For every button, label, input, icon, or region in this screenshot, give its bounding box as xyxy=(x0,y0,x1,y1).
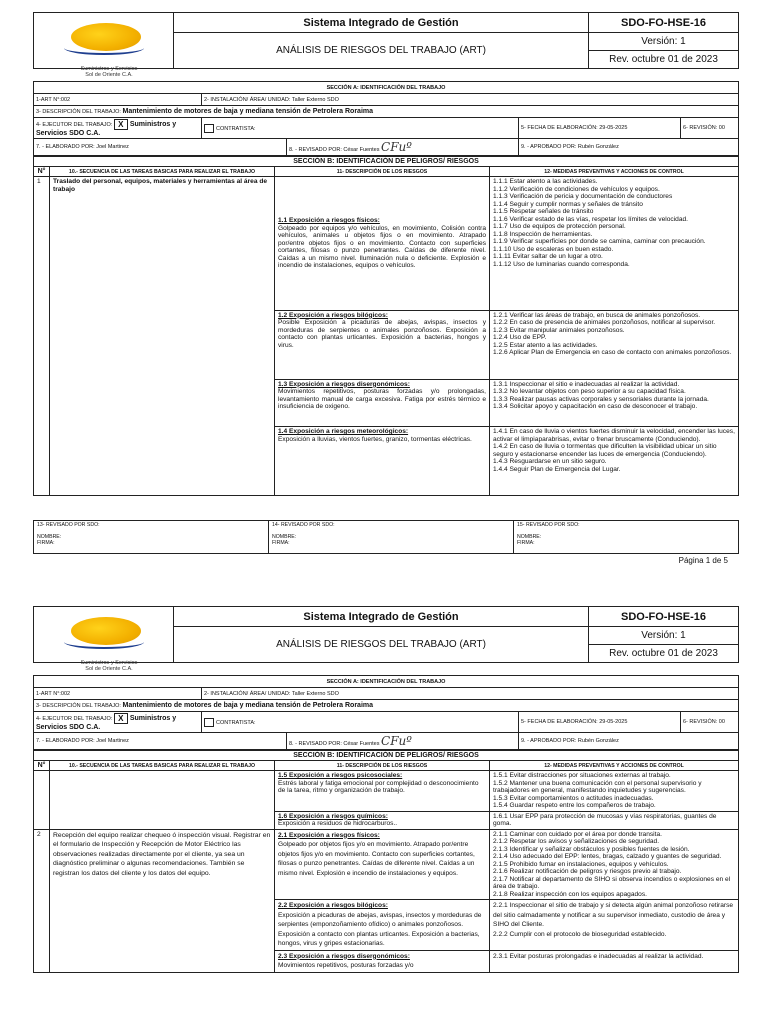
measure-item: 1.1.8 Inspección de herramientas. xyxy=(493,230,593,238)
measure-item: 1.1.11 Evitar saltar de un lugar a otro. xyxy=(493,253,603,260)
executor-checkbox: X xyxy=(114,713,128,724)
document-page-2 xyxy=(33,606,738,973)
measures-list xyxy=(490,900,739,951)
page-number: Página 1 de 5 xyxy=(678,556,728,565)
handwritten-signature: CFuº xyxy=(381,734,412,748)
header-table xyxy=(33,606,739,672)
measures-list xyxy=(490,427,739,496)
measure-item: 2.1.4 Uso adecuado del EPP: lentes, bragas, calzado y guantes de seguridad. xyxy=(493,853,722,860)
contractor-checkbox xyxy=(204,718,214,727)
elaborated-by: 7. - ELABORADO POR: Joel Martinez xyxy=(34,733,287,750)
measure-item: 1.1.6 Verificar estado de las vías, respetar los límites de velocidad. xyxy=(493,215,688,223)
task-number: 2 xyxy=(34,829,50,972)
col-measures: 12- MEDIDAS PREVENTIVAS Y ACCIONES DE CONTROL xyxy=(490,761,739,771)
section-a-title: SECCIÓN A: IDENTIFICACIÓN DEL TRABAJO xyxy=(34,82,739,94)
art-number: 1-ART N°:002 xyxy=(34,688,202,700)
risk-item: 2.3 Exposición a riesgos disergonómicos: Movimientos repetitivos, posturas forzadas y/o xyxy=(275,950,490,972)
doc-version: Versión: 1 xyxy=(589,33,739,51)
revision-number: 6- REVISIÓN: 00 xyxy=(681,118,739,139)
measure-item: 1.4.4 Seguir Plan de Emergencia del Lugar. xyxy=(493,465,621,473)
risk-item: 2.1 Exposición a riesgos físicos: Golpeado por objetos fijos y/o en movimiento. Atrapado por/entre objetos fijos y/o en movimiento. Contacto con superficies cortantes, filosas o punzo penetrantes. Caídas de diferente nivel. Caídas a un mismo nivel. Explosión e incendio de instalaciones y equipos. xyxy=(275,829,490,900)
risk-item: 1.1 Exposición a riesgos físicos: Golpeado por equipos y/o vehículos, en movimiento, Colisión contra vehículos, animales u objetos fijos o en movimiento. Atrapado por/entre objetos fijos o en movimiento. Contacto con superficies cortantes, filosas o punzo penetrantes. Caídas de diferente nivel. Caídas a un mismo nivel. Iluminación nula o deficiente. Explosión e incendio de instalaciones, equipos o vehículos. xyxy=(275,177,490,311)
art-number: 1-ART N°:002 xyxy=(34,94,202,106)
company-logo: Suministros y Servicios Sol de Oriente C.A. xyxy=(34,13,174,69)
doc-title: ANÁLISIS DE RIESGOS DEL TRABAJO (ART) xyxy=(174,33,589,69)
measures-list xyxy=(490,811,739,829)
measure-item: 2.1.8 Realizar inspección con los equipos apagados. xyxy=(493,890,647,898)
measure-item: 1.3.4 Solicitar apoyo y capacitación en caso de desconocer el trabajo. xyxy=(493,403,698,411)
task-description: Traslado del personal, equipos, materiales y herramientas al área de trabajo xyxy=(50,177,275,496)
col-number: N° xyxy=(34,167,50,177)
measure-item: 2.2.1 Inspeccionar el sitio de trabajo y si detecta algún animal ponzoñoso retirarse del sitio calmadamente y notificar a su supervisor inmediato, custodio de área y SIHO del Cliente. xyxy=(493,902,734,928)
contractor-field: CONTRATISTA: xyxy=(202,712,519,733)
document-page-1 xyxy=(33,12,738,496)
section-b-title: SECCIÓN B: IDENTIFICACIÓN DE PELIGROS/ RIESGOS xyxy=(34,751,739,761)
measure-item: 2.2.2 Cumplir con el protocolo de bioseguridad establecido. xyxy=(493,930,667,938)
measure-item: 1.2.2 En caso de presencia de animales ponzoñosos, notificar al supervisor. xyxy=(493,319,716,327)
measure-item: 1.5.1 Evitar distracciones por situaciones externas al trabajo. xyxy=(493,772,671,779)
measure-item: 2.3.1 Evitar posturas prolongadas e inadecuadas al realizar la actividad. xyxy=(493,952,704,960)
installation: 2- INSTALACIÓN/ ÁREA/ UNIDAD: Taller Externo SDO xyxy=(202,94,739,106)
section-a-table xyxy=(33,81,739,156)
section-b-table xyxy=(33,156,739,496)
measure-item: 1.1.10 Uso de escaleras en buen estado. xyxy=(493,245,614,253)
section-b-table xyxy=(33,750,739,973)
doc-code: SDO-FO-HSE-16 xyxy=(589,607,739,627)
measure-item: 1.4.3 Resguardarse en un sitio seguro. xyxy=(493,458,607,465)
executor-field: 4- EJECUTOR DEL TRABAJO: X Suministros y Servicios SDO C.A. xyxy=(34,712,202,733)
review-block-15: 15- REVISADO POR SDO: NOMBRE: FIRMA: xyxy=(514,521,739,554)
measures-list xyxy=(490,771,739,812)
executor-field: 4- EJECUTOR DEL TRABAJO: X Suministros y Servicios SDO C.A. xyxy=(34,118,202,139)
measure-item: 1.1.3 Verificación de pericia y documentación de conductores xyxy=(493,193,673,200)
measures-list xyxy=(490,379,739,426)
measure-item: 1.2.6 Aplicar Plan de Emergencia en caso de contacto con animales ponzoñosos. xyxy=(493,349,732,357)
measures-list xyxy=(490,950,739,972)
contractor-checkbox xyxy=(204,124,214,133)
measure-item: 1.1.12 Uso de luminarias cuando corresponda. xyxy=(493,260,630,268)
measures-list xyxy=(490,177,739,311)
risk-item: 1.6 Exposición a riesgos químicos: Exposición a residuos de hidrocarburos.. xyxy=(275,811,490,829)
measure-item: 1.5.4 Guardar respeto entre los compañeros de trabajo. xyxy=(493,802,656,809)
measure-item: 1.3.3 Realizar pausas activas corporales y sensoriales durante la jornada. xyxy=(493,395,709,403)
executor-checkbox: X xyxy=(114,119,128,130)
risk-item: 1.4 Exposición a riesgos meteorológicos: Exposición a lluvias, vientos fuertes, granizo, tormentas eléctricas. xyxy=(275,427,490,496)
col-number: N° xyxy=(34,761,50,771)
job-description: 3- DESCRIPCIÓN DEL TRABAJO: Mantenimiento de motores de baja y mediana tensión de Petrolera Roraima xyxy=(34,700,739,712)
elaboration-date: 5- FECHA DE ELABORACIÓN: 29-05-2025 xyxy=(519,712,681,733)
measure-item: 1.5.2 Mantener una buena comunicación con el personal supervisorio y trabajadores en general, manifestando inquietudes y sugerencias. xyxy=(493,779,702,794)
doc-code: SDO-FO-HSE-16 xyxy=(589,13,739,33)
handwritten-signature: CFuº xyxy=(381,140,412,154)
header-table xyxy=(33,12,739,78)
measures-list xyxy=(490,829,739,900)
measure-item: 1.2.3 Evitar manipular animales ponzoñosos. xyxy=(493,326,625,334)
risk-item: 2.2 Exposición a riesgos bilógicos: Exposición a picaduras de abejas, avispas, insectos y mordeduras de serpientes (emponzoñamiento ofídico) o animales ponzoñosos. Exposición a contacto con plantas urticantes. Exposición a bacterias, hongos, virus y gripes estacionarias. xyxy=(275,900,490,951)
measure-item: 1.3.1 Inspeccionar el sitio e inadecuadas al realizar la actividad. xyxy=(493,380,680,388)
measure-item: 1.1.2 Verificación de condiciones de vehículos y equipos. xyxy=(493,185,660,193)
measure-item: 2.1.1 Caminar con cuidado por el área por donde transita. xyxy=(493,830,662,838)
task-description: Recepción del equipo realizar chequeo ó inspección visual. Registrar en el formulario de Inspección y Recepción de Motor Eléctrico las observaciones realizadas directamente por el cliente, ya sea un diagnóstico preliminar o algunas recomendaciones. También se registran los datos del cliente y los datos del equipo. xyxy=(50,829,275,972)
system-name: Sistema Integrado de Gestión xyxy=(174,607,589,627)
measure-item: 1.4.2 En caso de lluvia o tormentas que dificulten la visibilidad ubicar un sitio seguro y estacionarse encender las luces de emergencia (Conduciendo). xyxy=(493,443,717,458)
measure-item: 1.1.5 Respetar señales de tránsito xyxy=(493,208,594,215)
measure-item: 2.1.5 Prohibido fumar en instalaciones, equipos y vehículos. xyxy=(493,860,669,868)
doc-revision: Rev. octubre 01 de 2023 xyxy=(589,51,739,69)
measures-list xyxy=(490,310,739,379)
measure-item: 1.1.7 Uso de equipos de protección personal. xyxy=(493,223,626,230)
col-sequence: 10.- SECUENCIA DE LAS TAREAS BASICAS PARA REALIZAR EL TRABAJO xyxy=(50,167,275,177)
section-b-title: SECCIÓN B: IDENTIFICACIÓN DE PELIGROS/ RIESGOS xyxy=(34,157,739,167)
col-risks: 11- DESCRIPCIÓN DE LOS RIESGOS xyxy=(275,167,490,177)
measure-item: 1.2.4 Uso de EPP. xyxy=(493,334,547,342)
review-block-14: 14- REVISADO POR SDO: NOMBRE: FIRMA: xyxy=(269,521,514,554)
measure-item: 2.1.7 Notificar al departamento de SIHO si observa incendios o explosiones en el área de trabajo. xyxy=(493,875,731,890)
measure-item: 1.5.3 Evitar comportamientos o actitudes inadecuadas. xyxy=(493,794,654,802)
col-risks: 11- DESCRIPCIÓN DE LOS RIESGOS xyxy=(275,761,490,771)
risk-item: 1.5 Exposición a riesgos psicosociales: Estrés laboral y fatiga emocional por complejidad o desconocimiento de la tarea, ritmo y organización de trabajo. xyxy=(275,771,490,812)
measure-item: 1.1.4 Seguir y cumplir normas y señales de tránsito xyxy=(493,200,643,208)
measure-item: 1.2.1 Verificar las áreas de trabajo, en busca de animales ponzoñosos. xyxy=(493,311,701,319)
section-a-title: SECCIÓN A: IDENTIFICACIÓN DEL TRABAJO xyxy=(34,676,739,688)
col-measures: 12- MEDIDAS PREVENTIVAS Y ACCIONES DE CONTROL xyxy=(490,167,739,177)
installation: 2- INSTALACIÓN/ ÁREA/ UNIDAD: Taller Externo SDO xyxy=(202,688,739,700)
doc-version: Versión: 1 xyxy=(589,627,739,645)
system-name: Sistema Integrado de Gestión xyxy=(174,13,589,33)
job-description: 3- DESCRIPCIÓN DEL TRABAJO: Mantenimiento de motores de baja y mediana tensión de Petrolera Roraima xyxy=(34,106,739,118)
measure-item: 1.4.1 En caso de lluvia o vientos fuertes disminuir la velocidad, encender las luces, activar el limpiaparabrisas, evitar o frenar bruscamente (Conduciendo). xyxy=(493,428,735,443)
doc-revision: Rev. octubre 01 de 2023 xyxy=(589,645,739,663)
task-number: 1 xyxy=(34,177,50,496)
review-block-13: 13- REVISADO POR SDO: NOMBRE: FIRMA: xyxy=(34,521,269,554)
section-a-table xyxy=(33,675,739,750)
company-logo: Suministros y Servicios Sol de Oriente C.A. xyxy=(34,607,174,663)
measure-item: 1.1.1 Estar atento a las actividades. xyxy=(493,178,598,185)
risk-item: 1.2 Exposición a riesgos bilógicos: Posible Exposición a picaduras de abejas, avispas, insectos y mordeduras de serpientes o animales ponzoñosos. Exposición a contacto con plantas urticantes. Exposición a bacterias, hongos y virus. xyxy=(275,310,490,379)
measure-item: 1.6.1 Usar EPP para protección de mucosas y vías respiratorias, guantes de goma. xyxy=(493,812,717,827)
col-sequence: 10.- SECUENCIA DE LAS TAREAS BASICAS PARA REALIZAR EL TRABAJO xyxy=(50,761,275,771)
measure-item: 2.1.2 Respetar los avisos y señalizaciones de seguridad. xyxy=(493,838,660,845)
reviewed-by: 8. - REVISADO POR: César Fuentes CFuº xyxy=(287,733,519,750)
measure-item: 2.1.3 Identificar y señalizar obstáculos y posibles fuentes de lesión. xyxy=(493,845,690,853)
revision-number: 6- REVISIÓN: 00 xyxy=(681,712,739,733)
measure-item: 1.1.9 Verificar superficies por donde se camina, caminar con precaución. xyxy=(493,238,706,245)
approved-by: 9. - APROBADO POR: Rubén González xyxy=(519,139,739,156)
measure-item: 1.3.2 No levantar objetos con peso superior a su capacidad física. xyxy=(493,388,686,396)
reviewed-by: 8. - REVISADO POR: César Fuentes CFuº xyxy=(287,139,519,156)
review-footer xyxy=(33,520,738,554)
measure-item: 1.2.5 Estar atento a las actividades. xyxy=(493,341,598,349)
risk-item: 1.3 Exposición a riesgos disergonómicos: Movimientos repetitivos, posturas forzadas y/o prolongadas, levantamiento manual de carga excesiva. Fatiga por estrés térmico e insuficiencia de oxigeno. xyxy=(275,379,490,426)
contractor-field: CONTRATISTA: xyxy=(202,118,519,139)
approved-by: 9. - APROBADO POR: Rubén González xyxy=(519,733,739,750)
elaborated-by: 7. - ELABORADO POR: Joel Martinez xyxy=(34,139,287,156)
doc-title: ANÁLISIS DE RIESGOS DEL TRABAJO (ART) xyxy=(174,627,589,663)
elaboration-date: 5- FECHA DE ELABORACIÓN: 29-05-2025 xyxy=(519,118,681,139)
measure-item: 2.1.6 Realizar notificación de peligros y riesgos previo al trabajo. xyxy=(493,868,682,875)
